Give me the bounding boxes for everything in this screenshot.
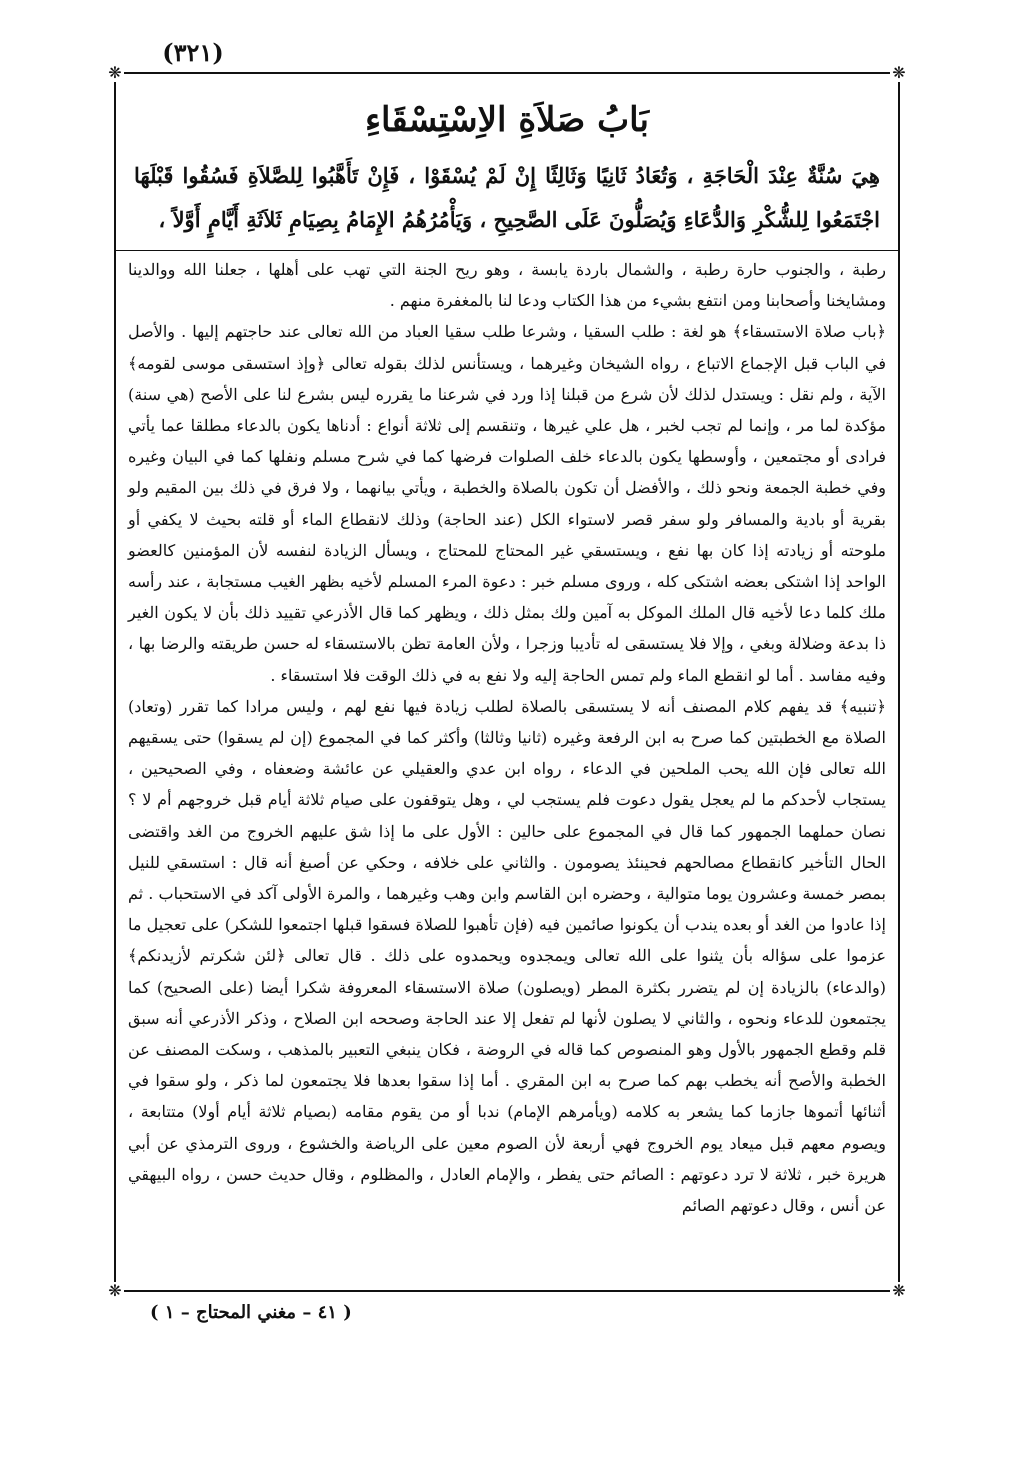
page-frame (108, 63, 906, 1300)
commentary-text (128, 254, 886, 1221)
commentary-paragraph: رطبة ، والجنوب حارة رطبة ، والشمال باردة يابسة ، وهو ريح الجنة التي تهب على أهلها ، جعلنا الله ووالدينا ومشايخنا وأصحابنا ومن انتفع بشيء من هذا الكتاب ودعا لنا بالمغفرة منهم . (128, 260, 886, 311)
corner-ornament-icon: ❋ (890, 1282, 908, 1300)
corner-ornament-icon: ❋ (890, 64, 908, 82)
commentary-paragraph: ﴿تنبيه﴾ قد يفهم كلام المصنف أنه لا يستسقى بالصلاة لطلب زيادة فيها نفع لهم ، وليس مرادا كما تقرر (وتعاد) الصلاة مع الخطبتين كما صرح به ابن الرفعة وغيره (ثانيا وثالثا) وأكثر كما في المجموع (إن لم يسقوا) حتى يسقيهم الله تعالى فإن الله يحب الملحين في الدعاء ، رواه ابن عدي والعقيلي عن عائشة وضعفاه ، وفي الصحيحين ، يستجاب لأحدكم ما لم يعجل يقول دعوت فلم يستجب لي ، وهل يتوقفون على صيام ثلاثة أيام قبل خروجهم أم لا ؟ نصان حملهما الجمهور كما قال في المجموع على حالين : الأول على ما إذا شق عليهم الخروج من الغد واقتضى الحال التأخير كانقطاع مصالحهم فحينئذ يصومون . والثاني على خلافه ، وحكي عن أصبغ أنه قال : استسقي للنيل بمصر خمسة وعشرون يوما متوالية ، وحضره ابن القاسم وابن وهب وغيرهما ، والمرة الأولى آكد في الاستحباب . ثم إذا عادوا من الغد أو بعده يندب أن يكونوا صائمين فيه (فإن تأهبوا للصلاة فسقوا قبلها اجتمعوا للشكر) على تعجيل ما عزموا على سؤاله بأن يثنوا على الله تعالى ويمجدوه ويحمدوه على ذلك . قال تعالى ﴿لئن شكرتم لأزيدنكم﴾ (والدعاء) بالزيادة إن لم يتضرر بكثرة المطر (ويصلون) صلاة الاستسقاء المعروفة شكرا أيضا (على الصحيح) كما يجتمعون للدعاء ونحوه ، والثاني لا يصلون لأنها لم تفعل إلا عند الحاجة وصححه ابن الصلاح ، وذكر الأذرعي أنه سبق قلم وقطع الجمهور بالأول وهو المنصوص كما قاله في الروضة ، فكان ينبغي التعبير بالمذهب ، وسكت المصنف عن الخطبة والأصح أنه يخطب بهم كما صرح به ابن المقري . أما إذا سقوا بعدها فلا يجتمعون لما ذكر ، ولو سقوا في أثنائها أتموها جازما كما يشعر به كلامه (ويأمرهم الإمام) ندبا أو من يقوم مقامه (بصيام ثلاثة أيام أولا) متتابعة ، ويصوم معهم قبل ميعاد يوم الخروج فهي أربعة لأن الصوم معين على الرياضة والخشوع ، وروى الترمذي عن أبي هريرة خبر ، ثلاثة لا ترد دعوتهم : الصائم حتى يفطر ، والإمام العادل ، والمظلوم ، وقال حديث حسن ، رواه البيهقي عن أنس ، وقال دعوتهم الصائم (128, 696, 887, 1216)
chapter-title: بَابُ صَلاَةِ الاِسْتِسْقَاءِ (365, 100, 649, 140)
commentary-paragraph: ﴿باب صلاة الاستسقاء﴾ هو لغة : طلب السقيا ، وشرعا طلب سقيا العباد من الله تعالى عند حاجتهم إليها . والأصل في الباب قبل الإجماع الاتباع ، رواه الشيخان وغيرهما ، ويستأنس لذلك بقوله تعالى ﴿وإذ استسقى موسى لقومه﴾ الآية ، ولم نقل : ويستدل لذلك لأن شرع من قبلنا إذا ورد في شرعنا ما يقرره ليس بشرع لنا على الأصح (هي سنة) مؤكدة لما مر ، وإنما لم تجب لخبر ، هل علي غيرها ، وتنقسم إلى ثلاثة أنواع : أدناها يكون بالدعاء مطلقا عما يأتي فرادى أو مجتمعين ، وأوسطها يكون بالدعاء خلف الصلوات فرضها كما في شرح مسلم ونفلها كما في البيان وغيره وفي خطبة الجمعة ونحو ذلك ، والأفضل أن تكون بالصلاة والخطبة ، ويأتي بيانهما ، ولا فرق في ذلك بين المقيم ولو بقرية أو بادية والمسافر ولو سفر قصر لاستواء الكل (عند الحاجة) وذلك لانقطاع الماء أو قلته بحيث لا يكفي أو ملوحته أو زيادته إذا كان بها نفع ، ويستسقي غير المحتاج للمحتاج ، ويسأل الزيادة لنفسه لأن المؤمنين كالعضو الواحد إذا اشتكى بعضه اشتكى كله ، وروى مسلم خبر : دعوة المرء المسلم لأخيه بظهر الغيب مستجابة ، عند رأسه ملك كلما دعا لأخيه قال الملك الموكل به آمين ولك بمثل ذلك ، ويظهر كما قال الأذرعي تقييد ذلك بأن لا يكون الغير ذا بدعة وضلالة وبغي ، وإلا فلا يستسقى له تأديبا وزجرا ، ولأن العامة تظن بالاستسقاء له حسن طريقته والرضا بها ، وفيه مفاسد . أما لو انقطع الماء ولم تمس الحاجة إليه ولا نفع به في ذلك الوقت فلا استسقاء . (128, 322, 887, 685)
page-number: (٣٢١) (162, 38, 224, 67)
matn-text: هِيَ سُنَّةٌ عِنْدَ الْحَاجَةِ ، وَتُعَادُ ثَانِيًا وَثَالِثًا إِنْ لَمْ يُسْقَوْا ، فَإِنْ تَأَهَّبُوا لِلصَّلاَةِ فَسُقُوا قَبْلَهَا اجْتَمَعُوا لِلشُّكْرِ وَالدُّعَاءِ وَيُصَلُّونَ عَلَى الصَّحِيحِ ، وَيَأْمُرُهُمُ الإِمَامُ بِصِيَامِ ثَلاَثَةِ أَيَّامٍ أَوَّلاً ، (134, 163, 880, 232)
signature-footer: ( ٤١ – مغني المحتاج – ١ ) (150, 1302, 352, 1323)
section-divider (116, 250, 898, 251)
corner-ornament-icon: ❋ (106, 64, 124, 82)
corner-ornament-icon: ❋ (106, 1282, 124, 1300)
